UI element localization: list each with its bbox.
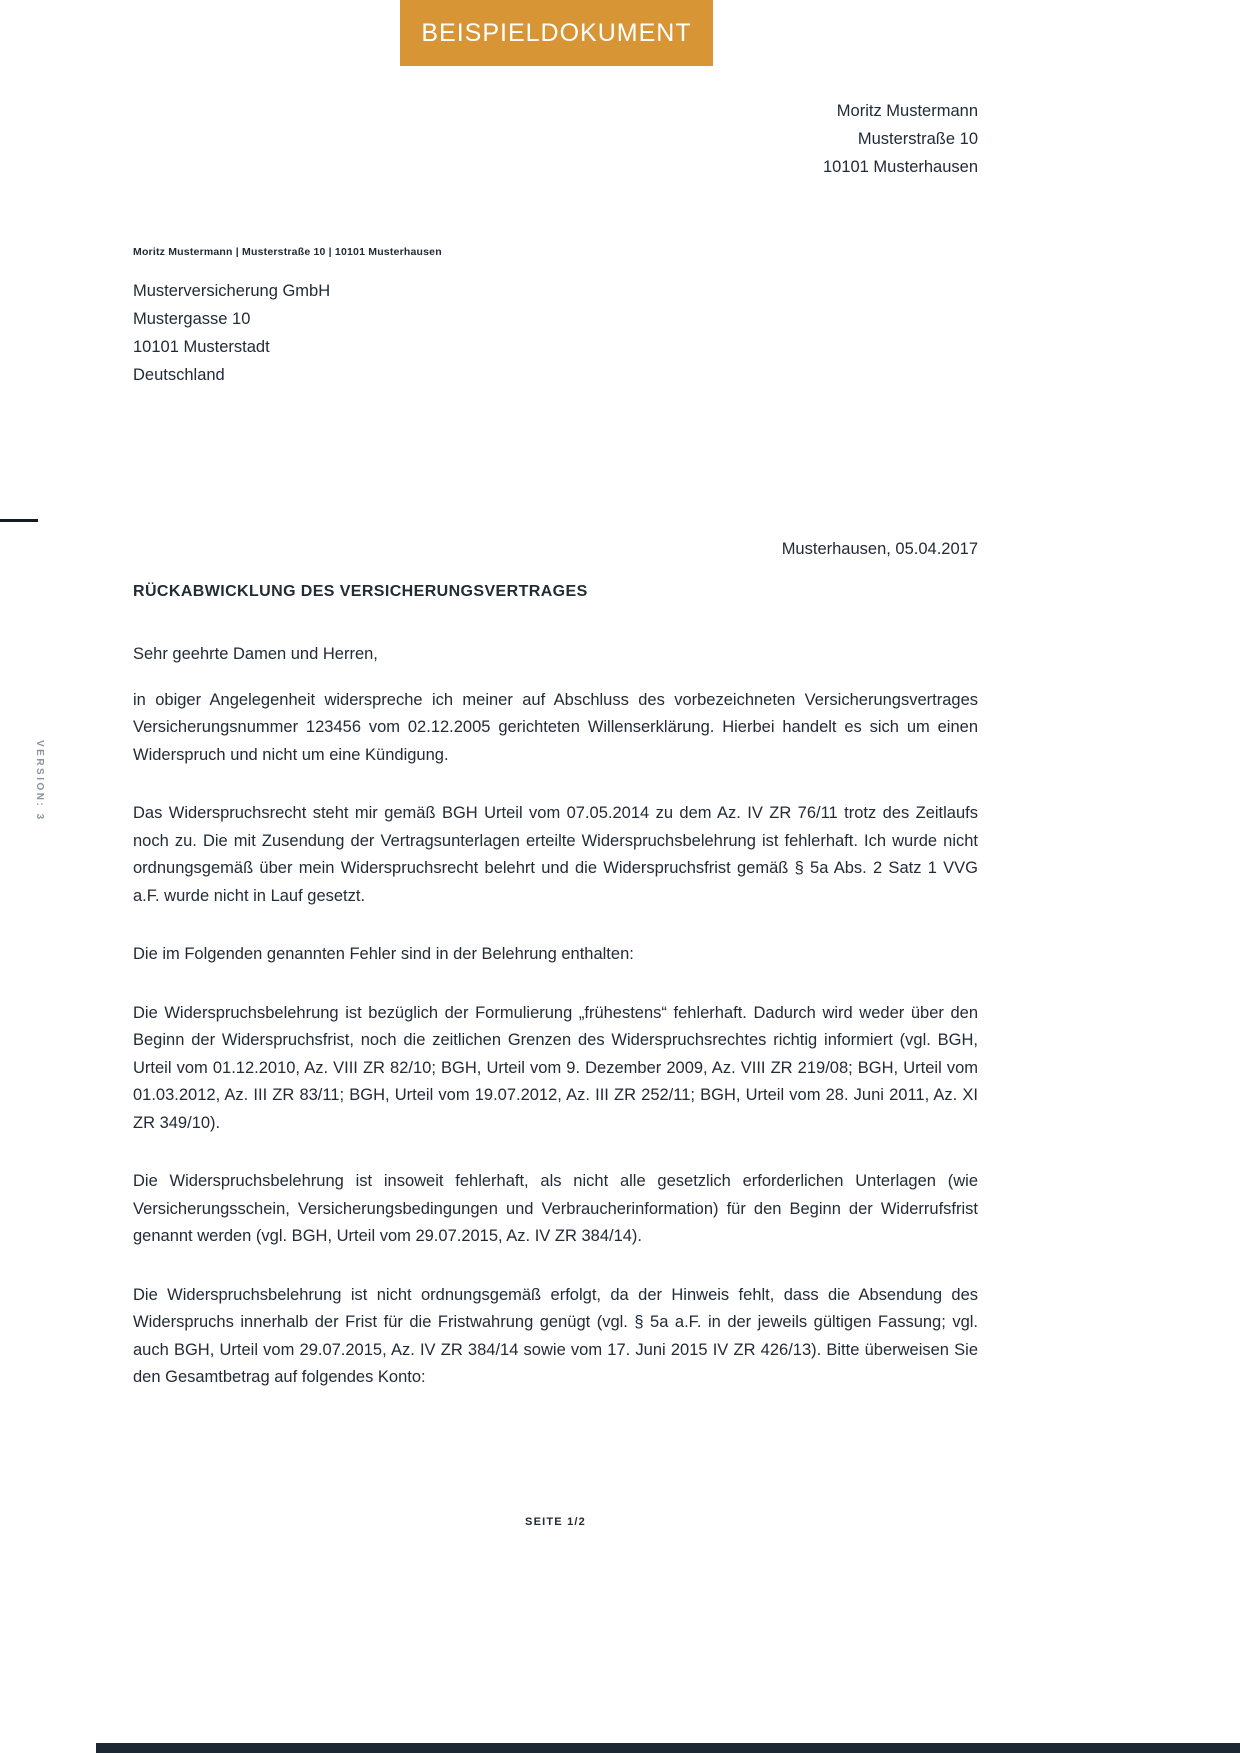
subject-line: RÜCKABWICKLUNG DES VERSICHERUNGSVERTRAGES — [133, 582, 588, 600]
sender-city: 10101 Musterhausen — [822, 158, 978, 176]
body-paragraph: Die Widerspruchsbelehrung ist insoweit fehlerhaft, als nicht alle gesetzlich erforderlichen Unterlagen (wie Versicherungsschein, Versicherungsbedingungen und Verbraucherinformation) für den Beginn der Widerrufsfrist genannt werden (vgl. BGH, Urteil vom 29.07.2015, Az. IV ZR 384/14). — [133, 1172, 978, 1245]
body-paragraph: Die Widerspruchsbelehrung ist nicht ordnungsgemäß erfolgt, da der Hinweis fehlt, dass die Absendung des Widerspruchs innerhalb der Frist für die Fristwahrung genügt (vgl. § 5a a.F. in der jeweils gültigen Fassung; vgl. auch BGH, Urteil vom 29.07.2015, Az. IV ZR 384/14 sowie vom 17. Juni 2015 IV ZR 426/13). Bitte überweisen Sie den Gesamtbetrag auf folgendes Konto: — [133, 1285, 978, 1386]
body-paragraph: Das Widerspruchsrecht steht mir gemäß BGH Urteil vom 07.05.2014 zu dem Az. IV ZR 76/11 trotz des Zeitlaufs noch zu. Die mit Zusendung der Vertragsunterlagen erteilte Widerspruchsbelehrung ist fehlerhaft. Ich wurde nicht ordnungsgemäß über mein Widerspruchsrecht belehrt und die Widerspruchsfrist gemäß § 5a Abs. 2 Satz 1 VVG a.F. wurde nicht in Lauf gesetzt. — [133, 804, 978, 905]
sender-name: Moritz Mustermann — [836, 102, 978, 120]
sample-document-banner-label: BEISPIELDOKUMENT — [421, 18, 692, 47]
recipient-country: Deutschland — [133, 366, 225, 384]
body-paragraph: Die im Folgenden genannten Fehler sind in der Belehrung enthalten: — [133, 945, 634, 963]
body-paragraph: Die Widerspruchsbelehrung ist bezüglich der Formulierung „frühestens“ fehlerhaft. Dadurch wird weder über den Beginn der Widerspruchsfrist, noch die zeitlichen Grenzen des Widerspruchsrechtes richtig informiert (vgl. BGH, Urteil vom 01.12.2010, Az. VIII ZR 82/10; BGH, Urteil vom 9. Dezember 2009, Az. VIII ZR 219/08; BGH, Urteil vom 01.03.2012, Az. III ZR 83/11; BGH, Urteil vom 19.07.2012, Az. III ZR 252/11; BGH, Urteil vom 28. Juni 2011, Az. XI ZR 349/10). — [133, 1003, 978, 1132]
recipient-company: Musterversicherung GmbH — [133, 282, 331, 300]
return-address-line: Moritz Mustermann | Musterstraße 10 | 10101 Musterhausen — [133, 246, 442, 258]
dateline: Musterhausen, 05.04.2017 — [781, 540, 978, 558]
body-paragraph: in obiger Angelegenheit widerspreche ich meiner auf Abschluss des vorbezeichneten Versicherungsvertrages Versicherungsnummer 123456 vom 02.12.2005 gerichteten Willenserklärung. Hierbei handelt es sich um einen Widerspruch und nicht um eine Kündigung. — [133, 690, 978, 764]
sample-document-banner — [400, 0, 713, 66]
sender-street: Musterstraße 10 — [857, 130, 978, 148]
bottom-accent-bar — [96, 1743, 1240, 1753]
sender-address-block — [133, 97, 978, 181]
page-number-label: SEITE 1/2 — [525, 1516, 586, 1528]
letter-body — [133, 536, 978, 1423]
fold-mark — [0, 519, 38, 522]
recipient-street: Mustergasse 10 — [133, 310, 251, 328]
recipient-city: 10101 Musterstadt — [133, 338, 270, 356]
version-label: VERSION: 3 — [34, 740, 45, 822]
salutation: Sehr geehrte Damen und Herren, — [133, 645, 378, 663]
recipient-address-block — [133, 277, 978, 389]
